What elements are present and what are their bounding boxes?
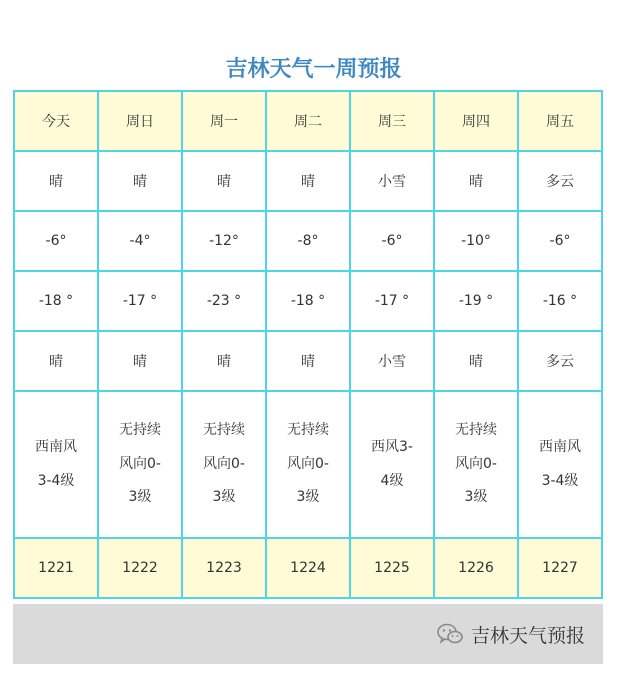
temp-high-cell: -10°	[434, 211, 518, 271]
weather-night-cell: 晴	[434, 331, 518, 391]
date-cell: 1227	[518, 538, 602, 598]
weather-day-cell: 晴	[182, 151, 266, 211]
wind-cell	[266, 391, 350, 538]
temp-low-row	[14, 271, 602, 331]
day-cell: 周日	[98, 91, 182, 151]
weather-day-cell: 晴	[14, 151, 98, 211]
temp-high-row	[14, 211, 602, 271]
temp-low-cell: -16 °	[518, 271, 602, 331]
temp-low-cell: -17 °	[98, 271, 182, 331]
page-title: 吉林天气一周预报	[225, 57, 402, 82]
temp-low-cell: -17 °	[350, 271, 434, 331]
temp-low-cell: -23 °	[182, 271, 266, 331]
date-cell: 1222	[98, 538, 182, 598]
wind-line: 西南风	[539, 438, 581, 455]
weather-night-cell: 晴	[98, 331, 182, 391]
day-row	[14, 91, 602, 151]
wind-line: 无持续	[119, 422, 161, 439]
wind-line: 风向0-	[119, 455, 161, 472]
weather-night-cell: 晴	[266, 331, 350, 391]
wind-line: 西风3-	[371, 438, 413, 455]
date-cell: 1226	[434, 538, 518, 598]
wechat-icon	[437, 623, 463, 645]
wind-line: 4级	[380, 472, 404, 489]
wind-line: 3级	[212, 489, 236, 506]
wind-line: 风向0-	[203, 455, 245, 472]
day-cell: 周五	[518, 91, 602, 151]
date-row	[14, 538, 602, 598]
wind-row	[14, 391, 602, 538]
wind-line: 3级	[296, 489, 320, 506]
day-cell: 周一	[182, 91, 266, 151]
day-cell: 周三	[350, 91, 434, 151]
account-name: 吉林天气预报	[470, 624, 585, 647]
weather-day-cell: 晴	[266, 151, 350, 211]
wind-cell	[350, 391, 434, 538]
wind-line: 3-4级	[37, 472, 75, 489]
weather-day-cell: 多云	[518, 151, 602, 211]
wechat-account[interactable]	[437, 618, 585, 650]
temp-high-cell: -8°	[266, 211, 350, 271]
weather-day-cell: 晴	[434, 151, 518, 211]
date-cell: 1225	[350, 538, 434, 598]
temp-high-cell: -6°	[518, 211, 602, 271]
temp-high-cell: -6°	[350, 211, 434, 271]
date-cell: 1221	[14, 538, 98, 598]
weather-day-cell: 小雪	[350, 151, 434, 211]
wind-cell	[14, 391, 98, 538]
wind-cell	[98, 391, 182, 538]
date-cell: 1224	[266, 538, 350, 598]
day-cell: 今天	[14, 91, 98, 151]
wind-cell	[434, 391, 518, 538]
wind-line: 无持续	[455, 422, 497, 439]
footer-bar	[13, 604, 603, 664]
weather-night-cell: 多云	[518, 331, 602, 391]
temp-low-cell: -19 °	[434, 271, 518, 331]
wind-line: 无持续	[287, 422, 329, 439]
wind-line: 风向0-	[287, 455, 329, 472]
wind-line: 3级	[128, 489, 152, 506]
wind-cell	[182, 391, 266, 538]
forecast-table	[13, 90, 603, 599]
temp-high-cell: -12°	[182, 211, 266, 271]
temp-low-cell: -18 °	[14, 271, 98, 331]
date-cell: 1223	[182, 538, 266, 598]
weather-night-cell: 晴	[182, 331, 266, 391]
wind-line: 风向0-	[455, 455, 497, 472]
temp-high-cell: -6°	[14, 211, 98, 271]
weather-day-cell: 晴	[98, 151, 182, 211]
weather-night-cell: 小雪	[350, 331, 434, 391]
wind-line: 西南风	[35, 438, 77, 455]
weather-night-cell: 晴	[14, 331, 98, 391]
wind-line: 无持续	[203, 422, 245, 439]
day-cell: 周四	[434, 91, 518, 151]
temp-high-cell: -4°	[98, 211, 182, 271]
wind-cell	[518, 391, 602, 538]
wind-line: 3-4级	[541, 472, 579, 489]
wind-line: 3级	[464, 489, 488, 506]
temp-low-cell: -18 °	[266, 271, 350, 331]
weather-night-row	[14, 331, 602, 391]
weather-day-row	[14, 151, 602, 211]
day-cell: 周二	[266, 91, 350, 151]
